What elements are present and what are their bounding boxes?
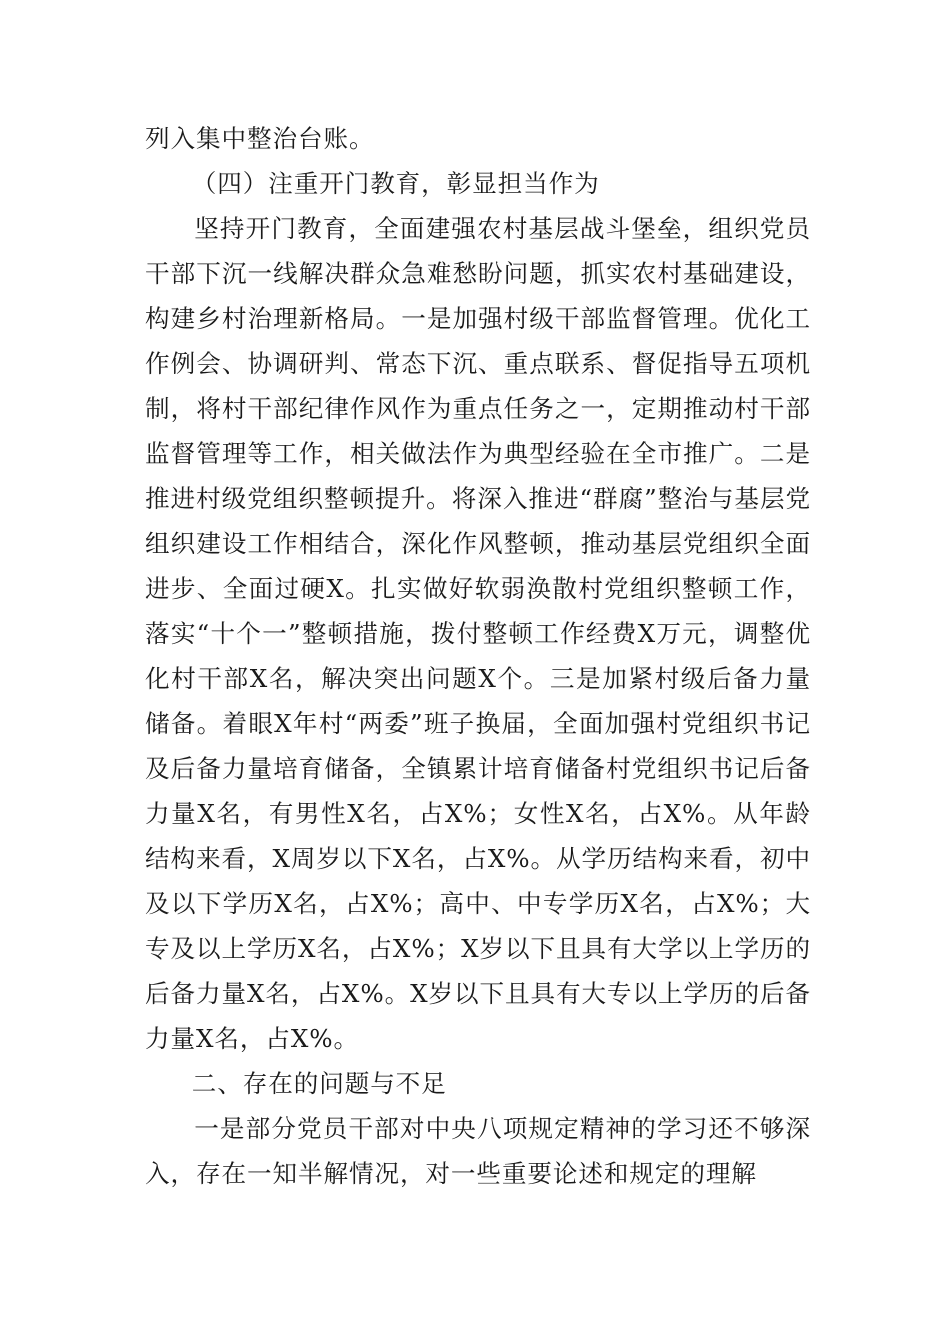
section-heading: 二、存在的问题与不足	[191, 1069, 447, 1098]
continuation-paragraph: 列入集中整治台账。	[145, 124, 375, 153]
section-heading: （四）注重开门教育，彰显担当作为	[191, 169, 600, 198]
document-body	[145, 116, 811, 1196]
body-paragraph: 一是部分党员干部对中央八项规定精神的学习还不够深入，存在一知半解情况，对一些重要论述和规定的理解	[145, 1114, 811, 1188]
body-paragraph: 坚持开门教育，全面建强农村基层战斗堡垒，组织党员干部下沉一线解决群众急难愁盼问题，抓实农村基础建设，构建乡村治理新格局。一是加强村级干部监督管理。优化工作例会、协调研判、常态下沉、重点联系、督促指导五项机制，将村干部纪律作风作为重点任务之一，定期推动村干部监督管理等工作，相关做法作为典型经验在全市推广。二是推进村级党组织整顿提升。将深入推进“群腐”整治与基层党组织建设工作相结合，深化作风整顿，推动基层党组织全面进步、全面过硬X。扎实做好软弱涣散村党组织整顿工作，落实“十个一”整顿措施，拨付整顿工作经费X万元，调整优化村干部X名，解决突出问题X个。三是加紧村级后备力量储备。着眼X年村“两委”班子换届，全面加强村党组织书记及后备力量培育储备，全镇累计培育储备村党组织书记后备力量X名，有男性X名，占X%；女性X名，占X%。从年龄结构来看，X周岁以下X名，占X%。从学历结构来看，初中及以下学历X名，占X%；高中、中专学历X名，占X%；大专及以上学历X名，占X%；X岁以下且具有大学以上学历的后备力量X名，占X%。X岁以下且具有大专以上学历的后备力量X名，占X%。	[145, 214, 811, 1053]
